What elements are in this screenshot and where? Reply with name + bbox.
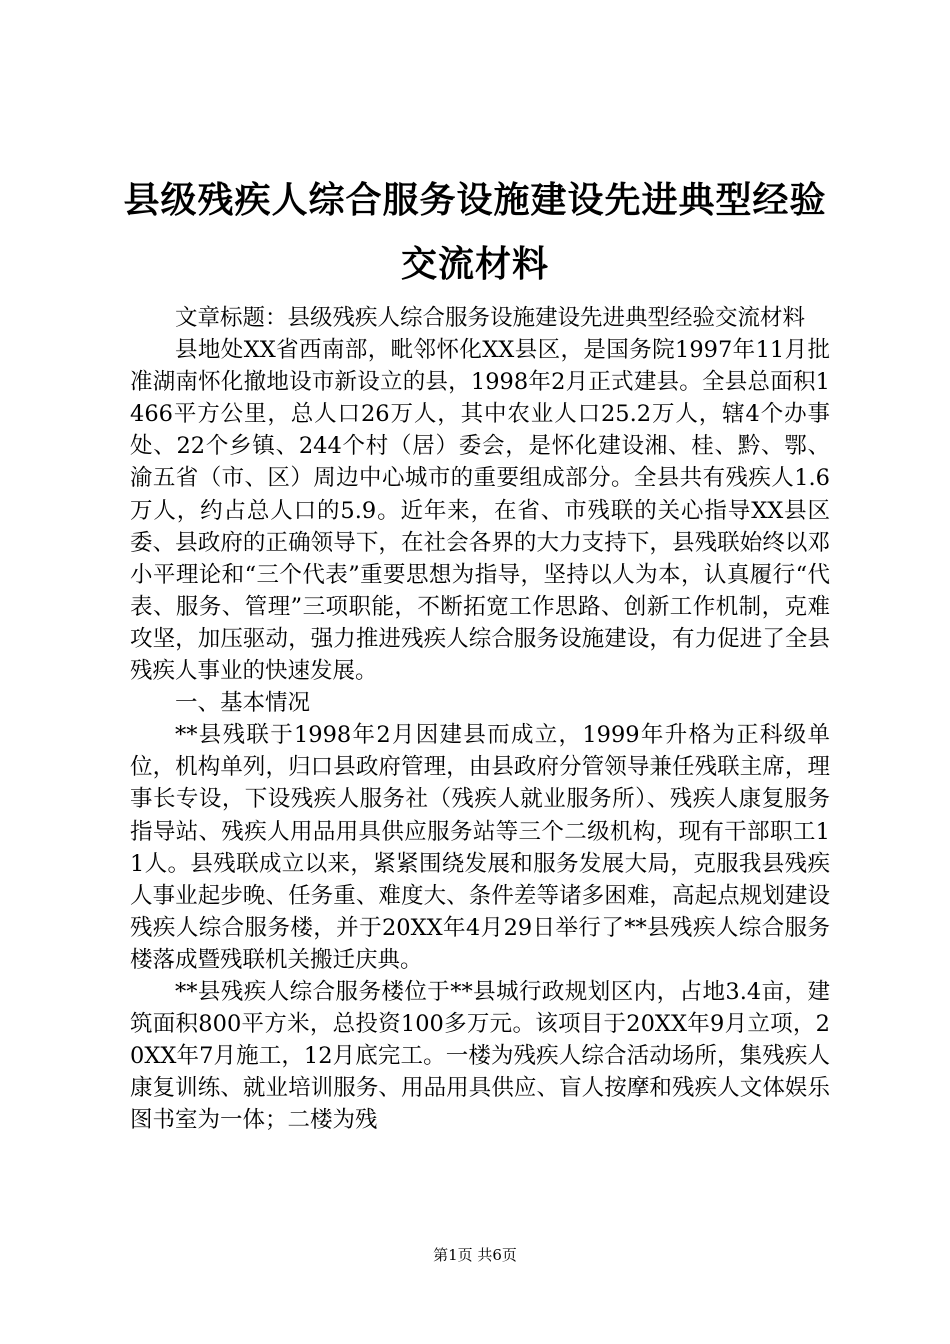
article-title-line: 文章标题：县级残疾人综合服务设施建设先进典型经验交流材料 <box>175 305 806 331</box>
document-body <box>130 302 830 1136</box>
intro-paragraph: 县地处XX省西南部，毗邻怀化XX县区，是国务院1997年11月批准湖南怀化撤地设市新设立的县，1998年2月正式建县。全县总面积1466平方公里，总人口26万人，其中农业人口25.2万人，辖4个办事处、22个乡镇、244个村（居）委会，是怀化建设湘、桂、黔、鄂、渝五省（市、区）周边中心城市的重要组成部分。全县共有残疾人1.6万人，约占总人口的5.9。近年来，在省、市残联的关心指导XX县区委、县政府的正确领导下，在社会各界的大力支持下，县残联始终以邓小平理论和“三个代表”重要思想为指导，坚持以人为本，认真履行“代表、服务、管理”三项职能，不断拓宽工作思路、创新工作机制，克难攻坚，加压驱动，强力推进残疾人综合服务设施建设，有力促进了全县残疾人事业的快速发展。 <box>130 337 830 685</box>
page-number-footer: 第1页 共6页 <box>433 1246 517 1264</box>
section-heading-basic: 一、基本情况 <box>175 690 311 717</box>
body-paragraph: **县残疾人综合服务楼位于**县城行政规划区内，占地3.4亩，建筑面积800平方米，总投资100多万元。该项目于20XX年9月立项，20XX年7月施工，12月底完工。一楼为残疾人综合活动场所，集残疾人康复训练、就业培训服务、用品用具供应、盲人按摩和残疾人文体娱乐图书室为一体；二楼为残 <box>130 978 830 1134</box>
document-title: 县级残疾人综合服务设施建设先进典型经验交流材料 <box>123 179 827 285</box>
body-paragraph: **县残联于1998年2月因建县而成立，1999年升格为正科级单位，机构单列，归口县政府管理，由县政府分管领导兼任残联主席，理事长专设，下设残疾人服务社（残疾人就业服务所）、残疾人康复服务指导站、残疾人用品用具供应服务站等三个二级机构，现有干部职工11人。县残联成立以来，紧紧围绕发展和服务发展大局，克服我县残疾人事业起步晚、任务重、难度大、条件差等诸多困难，高起点规划建设残疾人综合服务楼，并于20XX年4月29日举行了**县残疾人综合服务楼落成暨残联机关搬迁庆典。 <box>130 722 830 973</box>
